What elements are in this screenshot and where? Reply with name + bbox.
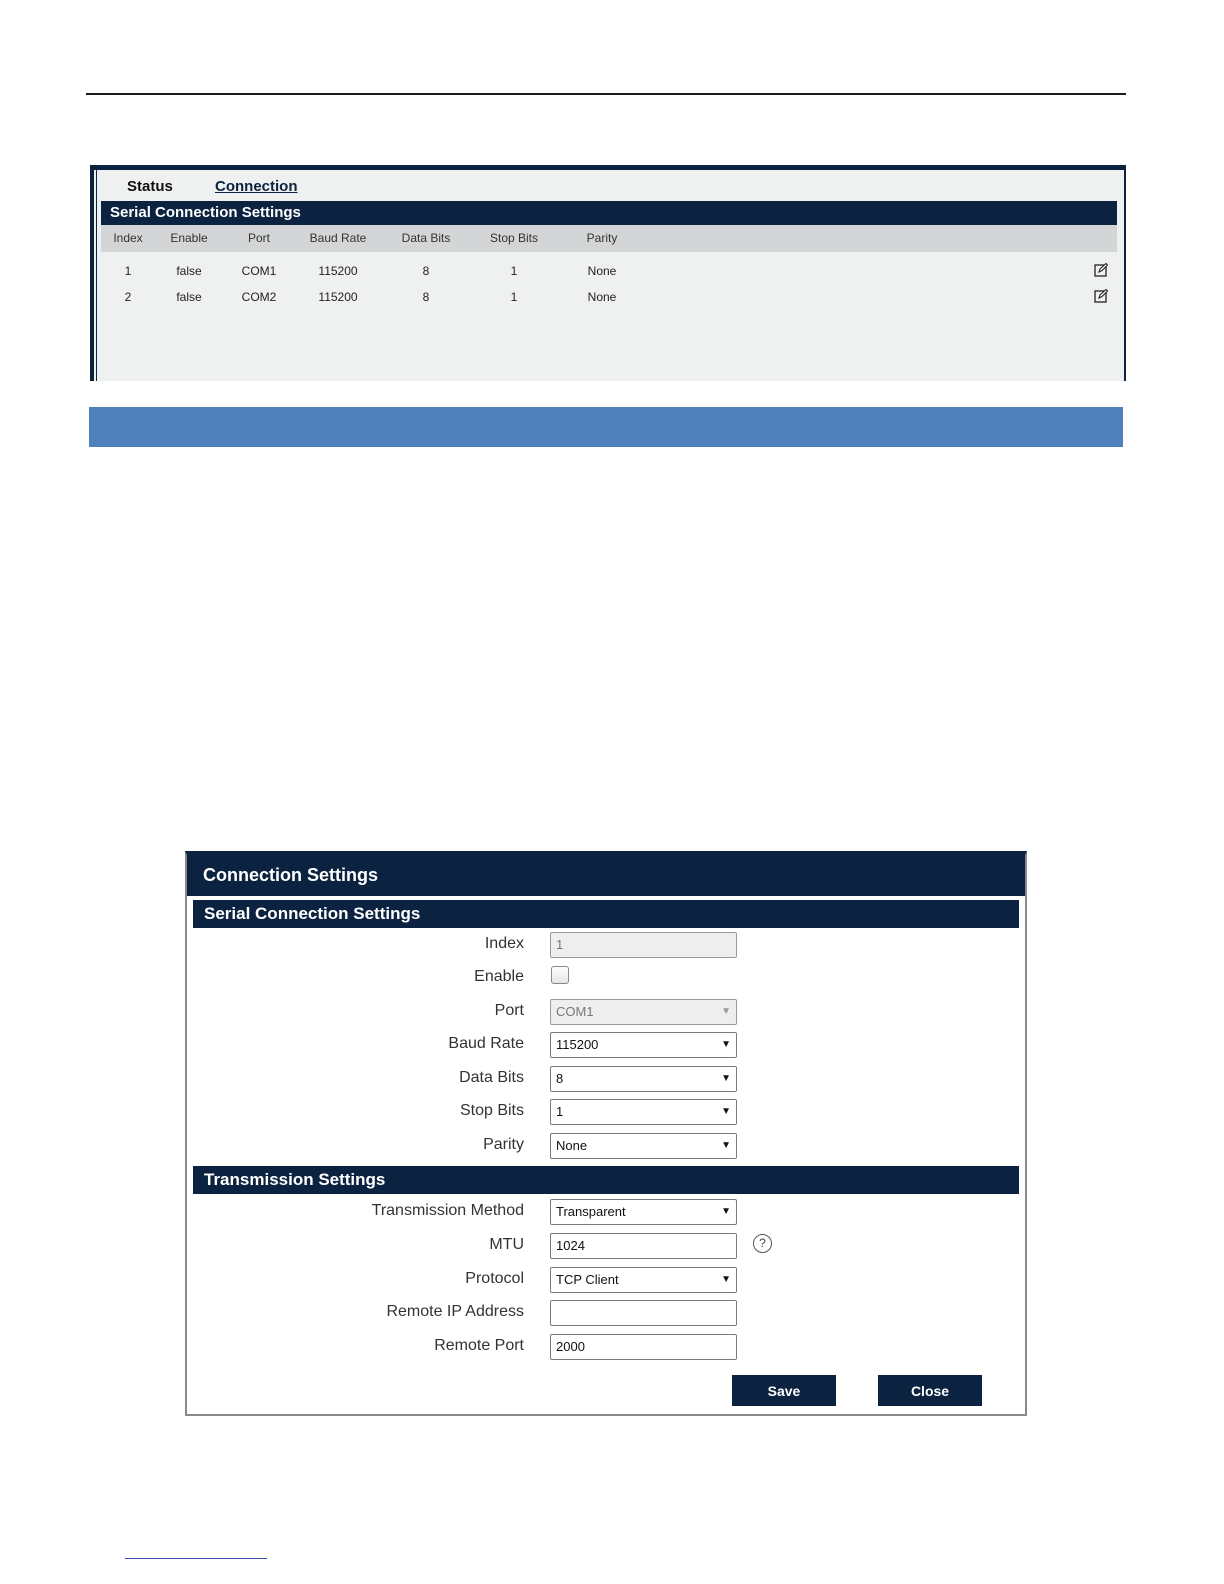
tab-connection[interactable]: Connection [215, 178, 298, 195]
footnote-rule [125, 1558, 267, 1559]
col-port: Port [247, 231, 271, 245]
tab-status[interactable]: Status [127, 178, 173, 195]
col-index: Index [113, 231, 143, 245]
data-bits-label: Data Bits [459, 1069, 524, 1086]
mtu-label: MTU [489, 1236, 524, 1253]
dialog-title: Connection Settings [187, 855, 1025, 896]
data-bits-select[interactable] [550, 1066, 737, 1092]
stop-bits-select[interactable] [550, 1099, 737, 1125]
transmission-method-value: Transparent [556, 1204, 626, 1219]
baud-rate-select[interactable] [550, 1032, 737, 1058]
serial-table-title: Serial Connection Settings [101, 201, 1117, 225]
transmission-section-header: Transmission Settings [193, 1166, 1019, 1194]
col-parity: Parity [586, 231, 618, 245]
index-field [550, 932, 737, 958]
section-band [89, 407, 1123, 447]
help-icon[interactable]: ? [753, 1234, 772, 1253]
col-stop-bits: Stop Bits [489, 231, 539, 245]
port-label: Port [494, 1002, 524, 1019]
connection-settings-dialog [185, 851, 1027, 1416]
close-button[interactable]: Close [878, 1375, 982, 1406]
table-row [101, 258, 1117, 284]
remote-port-value: 2000 [556, 1339, 585, 1354]
chevron-down-icon: ▼ [721, 1073, 731, 1084]
index-value: 1 [556, 937, 564, 952]
chevron-down-icon: ▼ [721, 1206, 731, 1217]
parity-label: Parity [483, 1136, 524, 1153]
stop-bits-value: 1 [556, 1104, 564, 1119]
baud-rate-label: Baud Rate [448, 1035, 524, 1052]
cell-data-bits: 8 [422, 264, 430, 278]
mtu-value: 1024 [556, 1238, 585, 1253]
protocol-label: Protocol [465, 1270, 524, 1287]
serial-table-header [101, 225, 1117, 252]
cell-parity: None [587, 290, 617, 304]
enable-label: Enable [474, 968, 524, 985]
cell-index: 2 [124, 290, 132, 304]
remote-port-label: Remote Port [434, 1337, 524, 1354]
remote-ip-input[interactable] [550, 1300, 737, 1326]
remote-port-input[interactable] [550, 1334, 737, 1360]
baud-rate-value: 115200 [556, 1037, 599, 1052]
chevron-down-icon: ▼ [721, 1106, 731, 1117]
edit-icon[interactable] [1094, 263, 1108, 277]
serial-section-header: Serial Connection Settings [193, 900, 1019, 928]
stop-bits-label: Stop Bits [459, 1102, 524, 1119]
cell-stop-bits: 1 [510, 290, 518, 304]
cell-baud-rate: 115200 [318, 290, 358, 304]
mtu-input[interactable] [550, 1233, 737, 1259]
remote-ip-label: Remote IP Address [386, 1303, 524, 1320]
serial-status-panel [90, 165, 1126, 381]
cell-port: COM2 [241, 290, 277, 304]
transmission-method-select[interactable] [550, 1199, 737, 1225]
col-data-bits: Data Bits [401, 231, 451, 245]
edit-icon[interactable] [1094, 289, 1108, 303]
port-select [550, 999, 737, 1025]
col-baud-rate: Baud Rate [309, 231, 367, 245]
chevron-down-icon: ▼ [721, 1039, 731, 1050]
table-row [101, 284, 1117, 310]
col-enable: Enable [170, 231, 208, 245]
parity-value: None [556, 1138, 588, 1153]
cell-baud-rate: 115200 [318, 264, 358, 278]
cell-stop-bits: 1 [510, 264, 518, 278]
chevron-down-icon: ▼ [721, 1274, 731, 1285]
index-label: Index [484, 935, 524, 952]
cell-port: COM1 [241, 264, 277, 278]
cell-data-bits: 8 [422, 290, 430, 304]
parity-select[interactable] [550, 1133, 737, 1159]
data-bits-value: 8 [556, 1071, 564, 1086]
panel-inner-border [96, 170, 97, 381]
cell-enable: false [176, 290, 202, 304]
port-value: COM1 [556, 1004, 594, 1019]
page-top-rule [86, 93, 1126, 95]
save-button[interactable]: Save [732, 1375, 836, 1406]
cell-enable: false [176, 264, 202, 278]
chevron-down-icon: ▼ [721, 1140, 731, 1151]
chevron-down-icon: ▼ [721, 1006, 731, 1017]
cell-index: 1 [124, 264, 132, 278]
protocol-select[interactable] [550, 1267, 737, 1293]
cell-parity: None [587, 264, 617, 278]
protocol-value: TCP Client [556, 1272, 619, 1287]
enable-checkbox[interactable] [551, 966, 569, 984]
transmission-method-label: Transmission Method [371, 1202, 524, 1219]
